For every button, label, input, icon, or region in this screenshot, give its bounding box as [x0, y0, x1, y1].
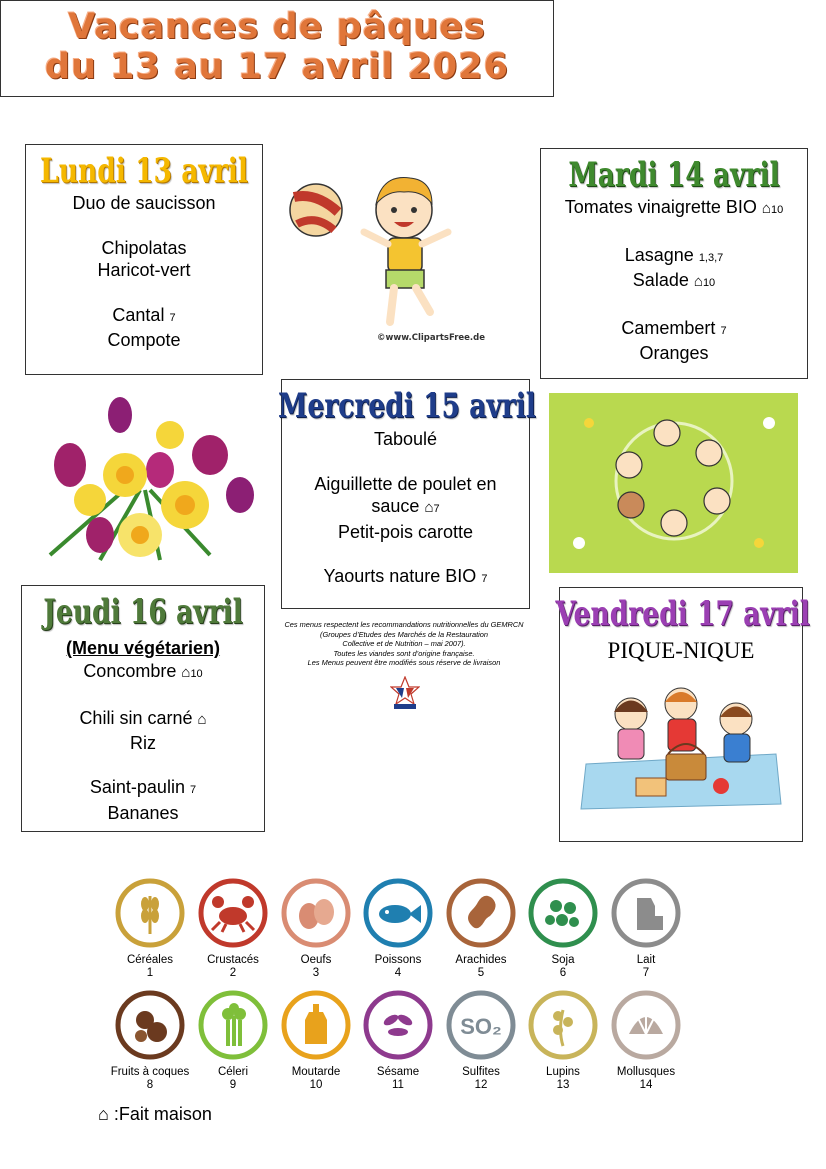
lundi-cheese-line — [26, 304, 262, 330]
clipart-credit: ©www.ClipartsFree.de — [377, 333, 486, 343]
allergen-number: 10 — [309, 1079, 323, 1091]
mercredi-main-1: Aiguillette de poulet en — [314, 473, 497, 494]
homemade-legend-text: :Fait maison — [108, 1104, 212, 1124]
allergen-number: 4 — [394, 967, 402, 979]
lundi-main: Chipolatas — [101, 237, 187, 258]
menu-card-lundi — [25, 144, 263, 375]
mercredi-dessert-line — [282, 565, 529, 591]
allergen-number: 9 — [229, 1079, 237, 1091]
nutrition-note — [266, 620, 542, 668]
homemade-icon: ⌂ — [693, 273, 703, 290]
tulips-daffodils-photo — [10, 395, 272, 565]
allergen-name: Céréales — [126, 954, 174, 966]
jeudi-cheese: Saint-paulin — [89, 777, 185, 797]
mardi-side: Salade — [632, 270, 689, 290]
allergen-number: 11 — [392, 1079, 404, 1091]
allergen-number: 1 — [146, 967, 154, 979]
mardi-starter: Tomates vinaigrette BIO — [564, 197, 757, 217]
mercredi-main-allergen: 7 — [433, 503, 440, 515]
soy-icon — [528, 878, 598, 948]
lundi-dessert: Compote — [107, 330, 181, 350]
menu-card-mardi — [540, 148, 808, 379]
nutrition-note-line-3: Collective et de Nutrition – mai 2007). — [342, 639, 466, 648]
shell-icon — [611, 990, 681, 1060]
vendredi-menu: PIQUE-NIQUE — [607, 638, 755, 663]
allergen-item — [193, 878, 273, 980]
allergen-item — [276, 990, 356, 1092]
homemade-icon: ⌂ — [98, 1104, 109, 1124]
allergen-number: 2 — [229, 967, 237, 979]
title-line-2: du 13 au 17 avril 2026 — [45, 47, 509, 87]
jeudi-vegetarian-note: (Menu végétarien) — [65, 638, 221, 658]
nutrition-note-line-1: Ces menus respectent les recommandations nutritionnelles du GEMRCN — [284, 620, 524, 629]
celery-icon — [198, 990, 268, 1060]
allergen-number: 7 — [642, 967, 650, 979]
jeudi-dessert: Bananes — [107, 802, 179, 823]
allergen-item — [606, 878, 686, 980]
sulfites-icon — [446, 990, 516, 1060]
jeudi-starter-line — [22, 660, 264, 686]
eggs-icon — [281, 878, 351, 948]
title-line-1: Vacances de pâques — [68, 7, 486, 47]
allergen-name: Mollusques — [616, 1066, 676, 1078]
mardi-side-allergen: 10 — [702, 277, 716, 289]
jeudi-cheese-allergen: 7 — [189, 784, 197, 796]
lupin-icon — [528, 990, 598, 1060]
allergen-item — [606, 990, 686, 1092]
allergen-name: Arachides — [455, 954, 507, 966]
mardi-main: Lasagne — [624, 244, 694, 265]
allergen-item — [276, 878, 356, 980]
nuts-icon — [115, 990, 185, 1060]
jeudi-main: Chili sin carné — [79, 708, 193, 728]
allergen-name: Sulfites — [462, 1066, 500, 1078]
allergen-item — [441, 878, 521, 980]
wheat-icon — [115, 878, 185, 948]
allergen-number: 5 — [477, 967, 485, 979]
day-title-mercredi: Mercredi 15 avril — [277, 386, 536, 426]
allergen-item — [523, 990, 603, 1092]
mercredi-starter: Taboulé — [373, 429, 438, 449]
day-title-mardi: Mardi 14 avril — [568, 155, 780, 195]
lundi-starter: Duo de saucisson — [72, 193, 216, 213]
allergen-item — [523, 878, 603, 980]
peanut-icon — [446, 878, 516, 948]
jeudi-starter: Concombre — [83, 660, 177, 681]
jeudi-cheese-line — [22, 776, 264, 802]
day-title-jeudi: Jeudi 16 avril — [43, 592, 243, 632]
mercredi-main-2: sauce — [371, 496, 420, 516]
lundi-cheese: Cantal — [112, 304, 165, 325]
jeudi-starter-allergen: 10 — [190, 667, 203, 680]
mardi-cheese-line — [541, 317, 807, 343]
nutrition-note-line-4: Toutes les viandes sont d’origine française. — [333, 648, 475, 658]
homemade-icon: ⌂ — [761, 200, 771, 217]
mercredi-dessert: Yaourts nature BIO — [323, 566, 477, 586]
mardi-side-line — [541, 269, 807, 295]
mercredi-main-line — [282, 495, 529, 521]
allergen-name: Crustacés — [207, 954, 259, 966]
picnic-illustration — [576, 674, 786, 814]
mardi-starter-allergen: 10 — [770, 204, 784, 216]
homemade-icon: ⌂ — [424, 499, 434, 516]
mardi-main-allergen: 1,3,7 — [698, 251, 724, 264]
lundi-cheese-allergen: 7 — [169, 311, 176, 324]
allergen-number: 13 — [556, 1079, 570, 1091]
jeudi-side: Riz — [130, 732, 156, 753]
svg-text:SO₂: SO₂ — [460, 1014, 502, 1039]
allergen-number: 3 — [312, 967, 320, 979]
crab-icon — [198, 878, 268, 948]
allergen-name: Lupins — [546, 1066, 580, 1078]
mardi-dessert: Oranges — [639, 343, 709, 363]
mardi-cheese: Camembert — [621, 317, 716, 338]
allergen-name: Oeufs — [300, 954, 332, 966]
nutrition-note-line-5: Les Menus peuvent être modifiés sous réserve de livraison — [307, 658, 501, 667]
allergen-name: Poissons — [374, 954, 422, 966]
sesame-icon — [363, 990, 433, 1060]
jeudi-main-line — [22, 707, 264, 732]
homemade-legend — [98, 1104, 212, 1125]
menu-card-jeudi — [21, 585, 265, 832]
mardi-cheese-allergen: 7 — [720, 324, 727, 337]
mustard-icon — [281, 990, 351, 1060]
homemade-icon: ⌂ — [181, 663, 191, 681]
page-title — [0, 0, 554, 97]
allergen-item — [110, 878, 190, 980]
allergen-name: Fruits à coques — [110, 1066, 190, 1078]
menu-card-mercredi — [277, 379, 536, 609]
allergen-name: Soja — [551, 954, 575, 966]
allergen-name: Céleri — [217, 1066, 249, 1078]
allergen-item — [358, 990, 438, 1092]
kids-circle-illustration — [549, 393, 798, 573]
allergen-name: Lait — [636, 954, 656, 966]
mardi-main-line — [541, 244, 807, 270]
homemade-icon: ⌂ — [197, 711, 207, 728]
allergen-number: 14 — [639, 1079, 653, 1091]
mercredi-dessert-allergen: 7 — [481, 573, 488, 585]
day-title-lundi: Lundi 13 avril — [40, 151, 248, 191]
viandes-de-france-logo — [390, 676, 420, 710]
mardi-starter-line — [541, 196, 807, 222]
nutrition-note-line-2: (Groupes d’Etudes des Marchés de la Restauration — [319, 629, 489, 639]
allergen-item — [110, 990, 190, 1092]
allergen-item — [193, 990, 273, 1092]
lundi-side: Haricot-vert — [97, 260, 191, 280]
allergen-name: Sésame — [376, 1066, 420, 1078]
allergen-name: Moutarde — [291, 1066, 341, 1078]
allergen-number: 6 — [559, 967, 567, 979]
milk-icon — [611, 878, 681, 948]
mercredi-side: Petit-pois carotte — [337, 521, 474, 542]
allergen-item — [441, 990, 521, 1092]
allergen-number: 12 — [474, 1079, 488, 1091]
allergen-item — [358, 878, 438, 980]
menu-card-vendredi — [555, 587, 810, 842]
boy-ball-illustration — [272, 152, 510, 350]
allergen-number: 8 — [146, 1079, 154, 1091]
fish-icon — [363, 878, 433, 948]
day-title-vendredi: Vendredi 17 avril — [555, 594, 810, 634]
